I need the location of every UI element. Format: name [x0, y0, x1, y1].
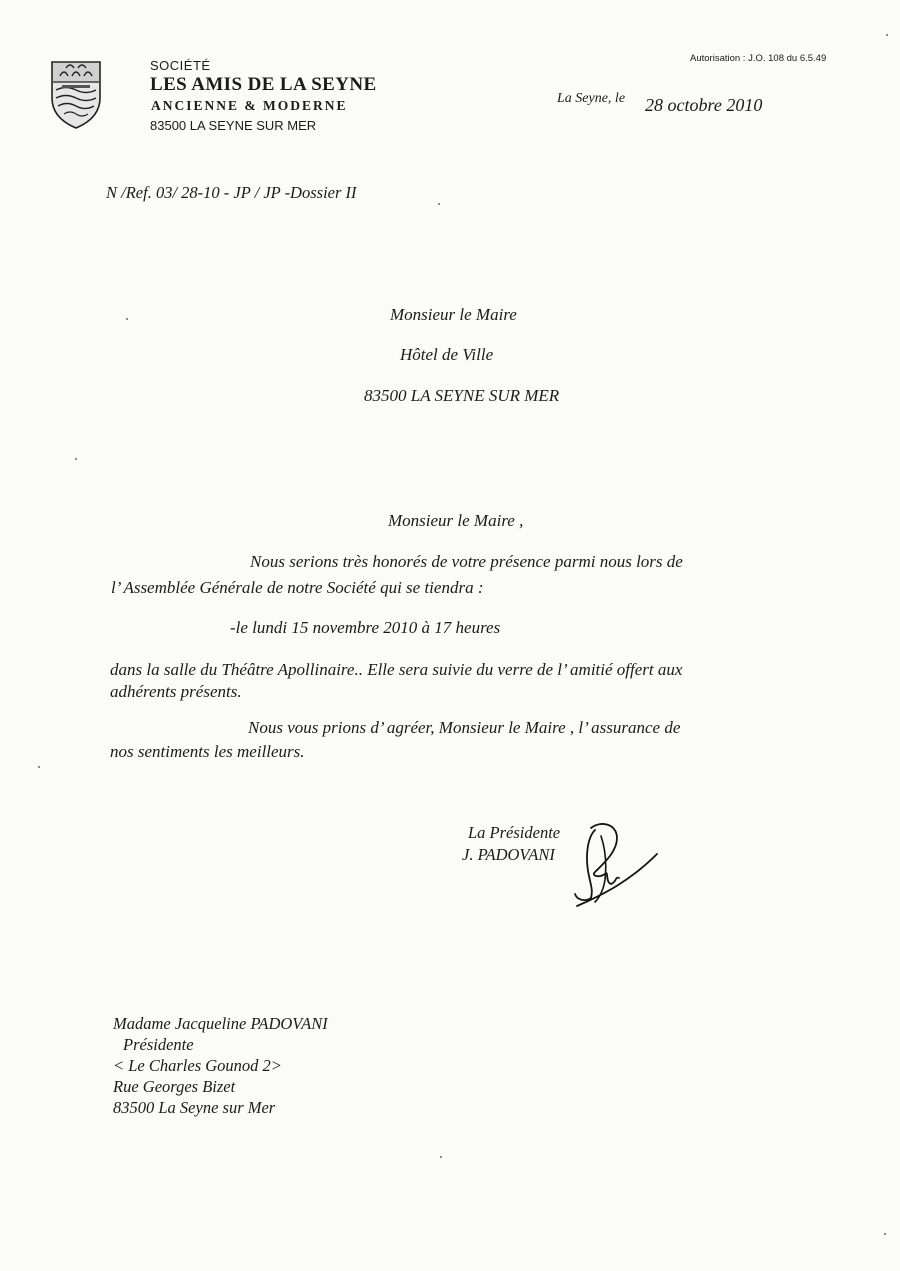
- sender-line-1: Madame Jacqueline PADOVANI: [113, 1014, 328, 1033]
- recipient-line-1: Monsieur le Maire: [390, 305, 517, 324]
- society-name: LES AMIS DE LA SEYNE: [150, 74, 377, 95]
- scan-speck: [886, 34, 888, 36]
- society-city: 83500 LA SEYNE SUR MER: [150, 118, 317, 133]
- society-subtitle: ANCIENNE & MODERNE: [151, 98, 348, 113]
- scan-speck: [440, 1156, 442, 1158]
- scan-speck: [75, 458, 77, 460]
- scan-speck: [438, 203, 440, 205]
- sender-line-2: Présidente: [123, 1035, 194, 1054]
- recipient-line-3: 83500 LA SEYNE SUR MER: [364, 386, 560, 405]
- meeting-date: -le lundi 15 novembre 2010 à 17 heures: [230, 618, 501, 637]
- society-label: SOCIÉTÉ: [150, 58, 211, 73]
- scan-speck: [884, 1233, 886, 1235]
- letter-place: La Seyne, le: [557, 91, 626, 106]
- paragraph-1-line-2: l’ Assemblée Générale de notre Société qui se tiendra :: [111, 578, 484, 597]
- paragraph-3-line-2: nos sentiments les meilleurs.: [110, 742, 305, 761]
- signatory-title: La Présidente: [468, 823, 561, 842]
- letter-date: 28 octobre 2010: [645, 95, 763, 115]
- authorisation-note: Autorisation : J.O. 108 du 6.5.49: [690, 53, 827, 64]
- paragraph-1-line-1: Nous serions très honorés de votre présence parmi nous lors de: [250, 552, 683, 571]
- scan-speck: [126, 318, 128, 320]
- recipient-line-2: Hôtel de Ville: [400, 345, 494, 364]
- coat-of-arms-icon: [50, 60, 102, 130]
- sender-line-3: < Le Charles Gounod 2>: [113, 1056, 282, 1075]
- scan-speck: [38, 766, 40, 768]
- paragraph-2-line-1: dans la salle du Théâtre Apollinaire.. Elle sera suivie du verre de l’ amitié offert aux: [110, 660, 683, 679]
- sender-line-4: Rue Georges Bizet: [113, 1077, 236, 1096]
- paragraph-3-line-1: Nous vous prions d’ agréer, Monsieur le Maire , l’ assurance de: [248, 718, 681, 737]
- signatory-name: J. PADOVANI: [462, 845, 555, 864]
- salutation: Monsieur le Maire ,: [388, 511, 524, 530]
- sender-line-5: 83500 La Seyne sur Mer: [113, 1098, 276, 1117]
- reference-line: N /Ref. 03/ 28-10 - JP / JP -Dossier II: [106, 183, 357, 202]
- paragraph-2-line-2: adhérents présents.: [110, 682, 242, 701]
- handwritten-signature: [565, 818, 665, 908]
